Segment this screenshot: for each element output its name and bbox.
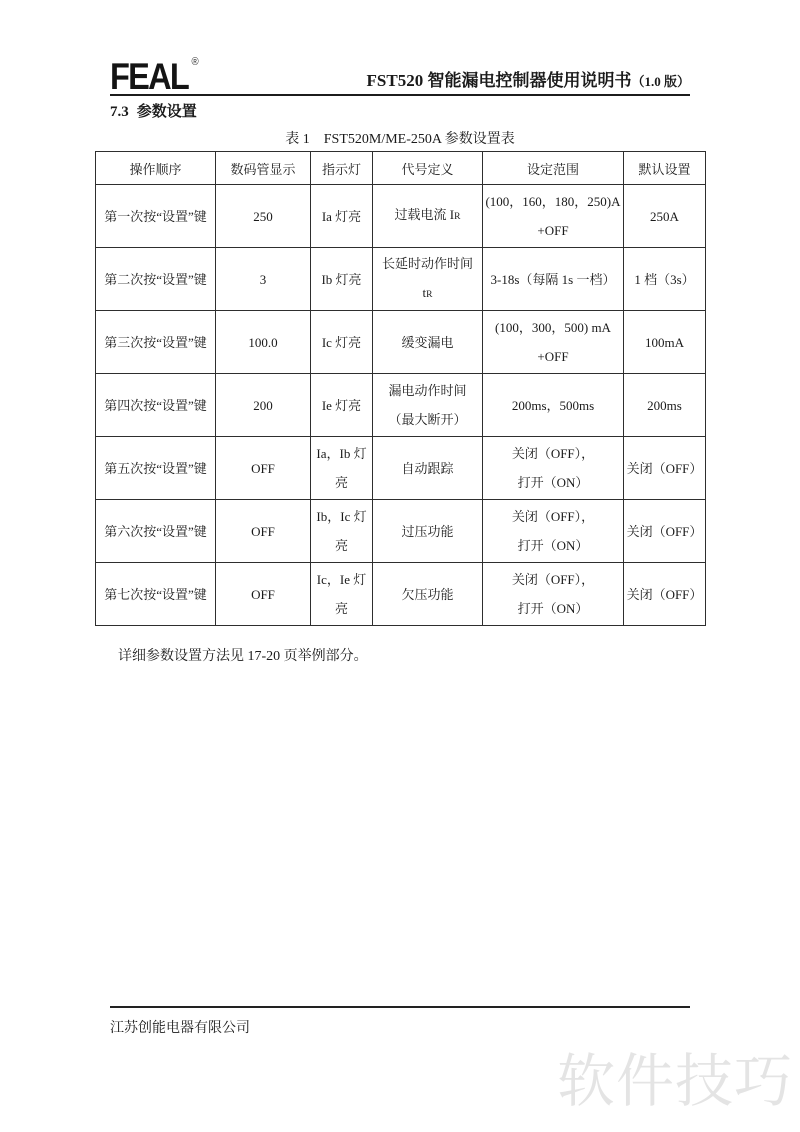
table-cell xyxy=(373,563,483,626)
cell-line: Ia 灯亮 xyxy=(321,208,362,224)
cell-line: 关闭（OFF） xyxy=(626,460,703,476)
table-cell xyxy=(96,563,216,626)
cell-line: 第三次按“设置”键 xyxy=(104,334,207,350)
cell-line: 100mA xyxy=(645,334,684,350)
column-header: 默认设置 xyxy=(624,152,706,185)
cell-line: 漏电动作时间 xyxy=(388,383,467,398)
table-cell xyxy=(624,563,706,626)
cell-line: OFF xyxy=(251,523,275,539)
cell-line: (100，300，500) mA xyxy=(495,320,611,335)
cell-line: 200 xyxy=(253,397,273,413)
table-cell xyxy=(96,437,216,500)
cell-line: 打开（ON） xyxy=(517,475,589,490)
cell-line: （最大断开） xyxy=(388,412,467,427)
table-cell xyxy=(311,185,373,248)
cell-line: 关闭（OFF） xyxy=(626,586,703,602)
table-cell xyxy=(96,185,216,248)
table-cell xyxy=(373,500,483,563)
cell-line: 关闭（OFF）， xyxy=(511,572,595,587)
page-footer xyxy=(110,1006,690,1037)
cell-line: 第二次按“设置”键 xyxy=(104,271,207,287)
table-cell xyxy=(311,248,373,311)
cell-line: 第七次按“设置”键 xyxy=(104,586,207,602)
cell-line: 第六次按“设置”键 xyxy=(104,523,207,539)
table-cell xyxy=(373,374,483,437)
table-cell xyxy=(216,437,311,500)
title-brand: FST520 xyxy=(366,71,424,90)
cell-line: Ic，Ie 灯亮 xyxy=(316,572,367,616)
cell-line: 100.0 xyxy=(248,334,278,350)
logo-text: FEAL xyxy=(110,55,188,97)
table-cell xyxy=(311,437,373,500)
cell-line: Ib，Ic 灯亮 xyxy=(316,509,367,553)
table-cell xyxy=(96,248,216,311)
cell-line: 关闭（OFF）， xyxy=(511,446,595,461)
table-row xyxy=(96,311,706,374)
column-header: 代号定义 xyxy=(373,152,483,185)
detail-note: 详细参数设置方法见 17-20 页举例部分。 xyxy=(118,649,368,664)
cell-line: 过压功能 xyxy=(401,523,454,539)
table-row xyxy=(96,437,706,500)
page-header xyxy=(110,48,690,96)
cell-line: 缓变漏电 xyxy=(401,334,454,350)
table-cell xyxy=(624,374,706,437)
cell-line: Ie 灯亮 xyxy=(321,397,362,413)
table-cell xyxy=(216,248,311,311)
cell-line: 打开（ON） xyxy=(517,538,589,553)
cell-line: 关闭（OFF） xyxy=(626,523,703,539)
company-name: 江苏创能电器有限公司 xyxy=(110,1021,250,1036)
cell-line: OFF xyxy=(251,460,275,476)
cell-line: 打开（ON） xyxy=(517,601,589,616)
registered-trademark-icon: ® xyxy=(191,55,199,68)
table-cell xyxy=(96,500,216,563)
cell-line: +OFF xyxy=(537,223,569,238)
table-cell xyxy=(216,500,311,563)
table-cell xyxy=(483,437,624,500)
table-row xyxy=(96,563,706,626)
table-cell xyxy=(373,185,483,248)
column-header: 设定范围 xyxy=(483,152,624,185)
table-cell xyxy=(373,437,483,500)
table-row xyxy=(96,374,706,437)
table-cell xyxy=(96,311,216,374)
column-header: 数码管显示 xyxy=(216,152,311,185)
column-header: 指示灯 xyxy=(311,152,373,185)
table-cell xyxy=(483,374,624,437)
section-heading xyxy=(110,100,197,121)
cell-line: 第四次按“设置”键 xyxy=(104,397,207,413)
table-caption: 表 1 FST520M/ME-250A 参数设置表 xyxy=(285,132,515,147)
table-cell xyxy=(483,311,624,374)
table-cell xyxy=(624,185,706,248)
cell-line: 第五次按“设置”键 xyxy=(104,460,207,476)
cell-line: Ia，Ib 灯亮 xyxy=(316,446,367,490)
watermark: 软件技巧 xyxy=(557,1049,794,1114)
cell-line: 过载电流 IR xyxy=(394,207,461,222)
table-cell xyxy=(624,500,706,563)
table-cell xyxy=(624,311,706,374)
feal-logo xyxy=(110,55,199,97)
parameters-table xyxy=(95,151,706,626)
table-cell xyxy=(311,374,373,437)
table-cell xyxy=(483,185,624,248)
table-row xyxy=(96,500,706,563)
title-text: 智能漏电控制器使用说明书 xyxy=(423,71,632,90)
table-row xyxy=(96,185,706,248)
table-cell xyxy=(311,563,373,626)
title-version: （1.0 版） xyxy=(631,74,690,89)
table-cell xyxy=(483,500,624,563)
table-cell xyxy=(216,563,311,626)
cell-line: 长延时动作时间 xyxy=(381,255,473,271)
cell-line: +OFF xyxy=(537,349,569,364)
section-number: 7.3 xyxy=(110,104,129,120)
cell-line: 200ms xyxy=(647,397,682,413)
cell-line: OFF xyxy=(251,586,275,602)
cell-line: 250 xyxy=(253,208,273,224)
table-cell xyxy=(483,248,624,311)
table-row xyxy=(96,248,706,311)
table-cell xyxy=(483,563,624,626)
cell-line: 欠压功能 xyxy=(401,586,454,602)
cell-line: 250A xyxy=(650,208,679,224)
cell-line: Ib 灯亮 xyxy=(321,271,362,287)
cell-line: 关闭（OFF）， xyxy=(511,509,595,524)
document-title xyxy=(367,66,690,93)
table-cell xyxy=(373,311,483,374)
cell-line: 1 档（3s） xyxy=(634,271,695,287)
table-cell xyxy=(216,374,311,437)
table-body xyxy=(96,185,706,626)
table-cell xyxy=(624,437,706,500)
cell-line: (100，160，180，250)A xyxy=(485,194,621,209)
cell-line: Ic 灯亮 xyxy=(321,334,362,350)
column-header: 操作顺序 xyxy=(96,152,216,185)
cell-line: 第一次按“设置”键 xyxy=(104,208,207,224)
table-header xyxy=(96,152,706,185)
cell-line: 3 xyxy=(259,271,267,287)
table-cell xyxy=(373,248,483,311)
table-cell xyxy=(311,500,373,563)
cell-line: 自动跟踪 xyxy=(401,460,454,476)
table-cell xyxy=(216,185,311,248)
table-cell xyxy=(216,311,311,374)
cell-line: 200ms，500ms xyxy=(511,397,595,413)
table-cell xyxy=(96,374,216,437)
cell-line: 3-18s（每隔 1s 一档） xyxy=(490,271,616,287)
table-cell xyxy=(311,311,373,374)
header-row xyxy=(96,152,706,185)
cell-line: tR xyxy=(422,284,433,300)
section-title: 参数设置 xyxy=(136,104,197,120)
table-cell xyxy=(624,248,706,311)
